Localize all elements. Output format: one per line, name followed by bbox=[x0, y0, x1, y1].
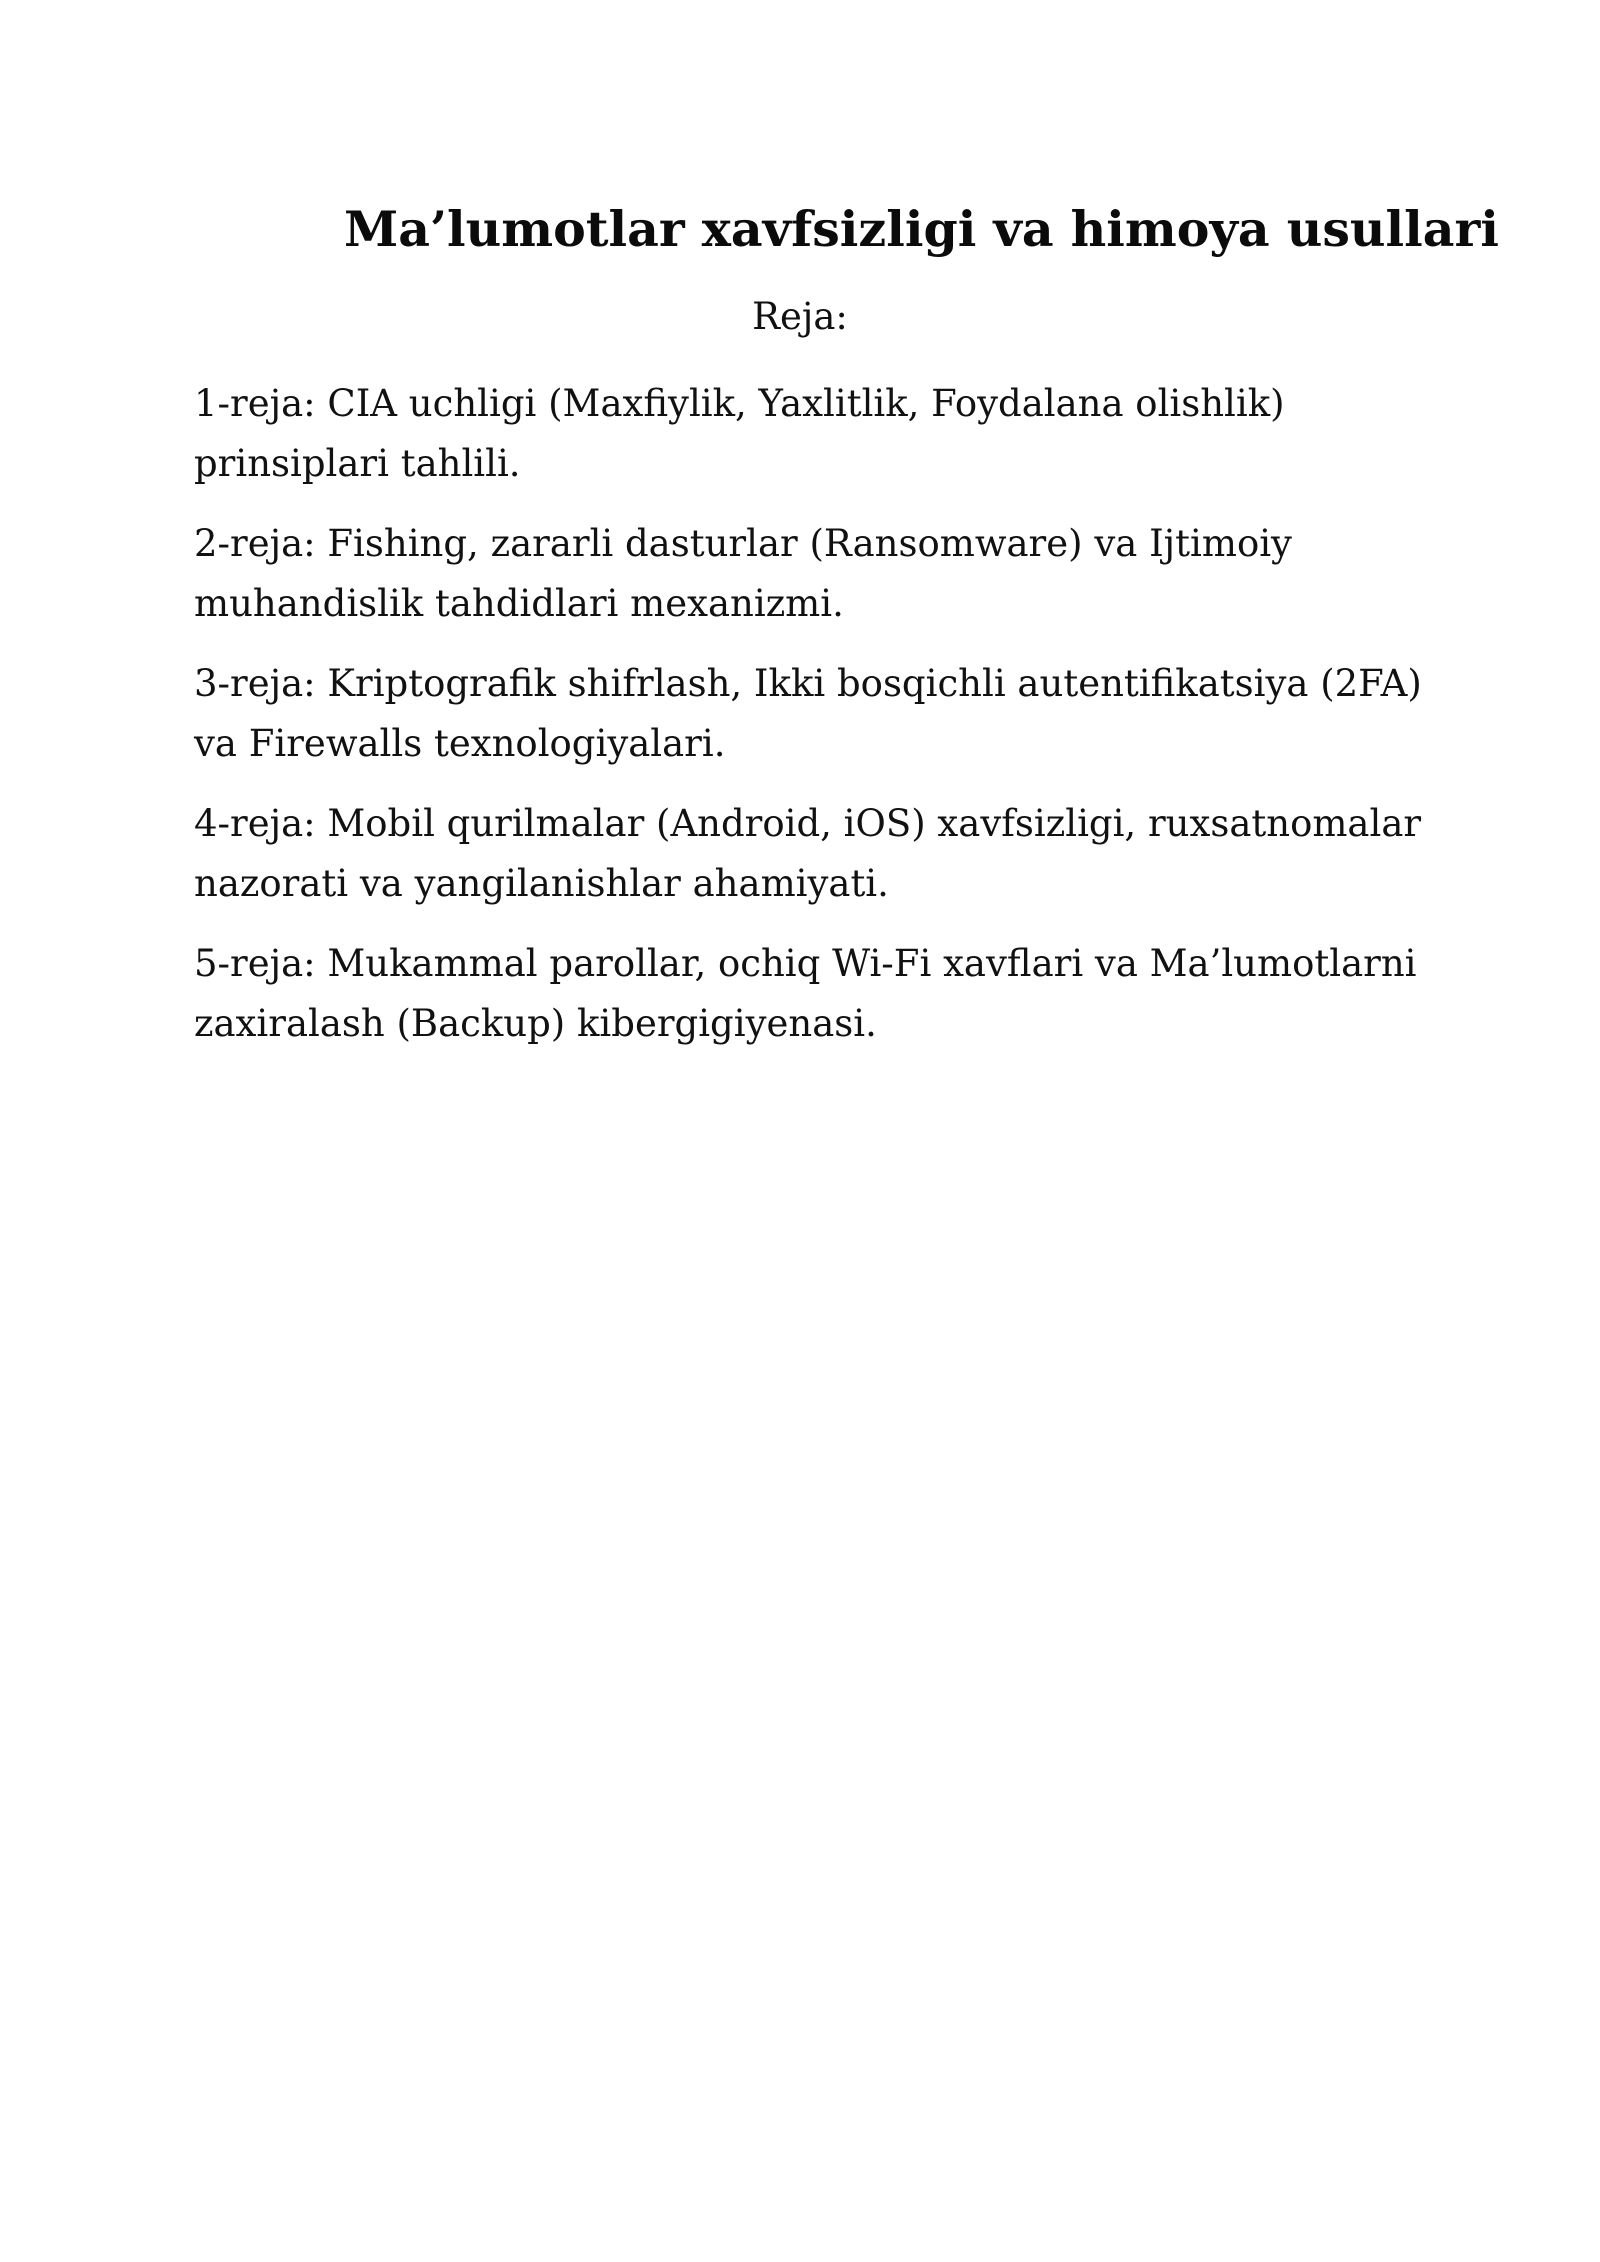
plan-item-1-line-1: 1-reja: CIA uchligi (Maxfiylik, Yaxlitlik, Foydalana olishlik) bbox=[194, 382, 1285, 425]
plan-item-5-line-1: 5-reja: Mukammal parollar, ochiq Wi-Fi xavflari va Ma’lumotlarni bbox=[194, 942, 1417, 985]
plan-item-1 bbox=[194, 374, 1414, 494]
plan-item-4 bbox=[194, 794, 1422, 914]
plan-heading: Reja: bbox=[752, 295, 848, 338]
plan-item-3 bbox=[194, 654, 1422, 774]
plan-item-3-line-2: va Firewalls texnologiyalari. bbox=[194, 722, 726, 765]
plan-item-4-line-2: nazorati va yangilanishlar ahamiyati. bbox=[194, 862, 889, 905]
plan-item-2 bbox=[194, 514, 1414, 634]
plan-item-5-line-2: zaxiralash (Backup) kibergigiyenasi. bbox=[194, 1002, 877, 1045]
plan-list bbox=[194, 374, 1422, 1074]
plan-item-5 bbox=[194, 934, 1417, 1054]
plan-item-3-line-1: 3-reja: Kriptografik shifrlash, Ikki bosqichli autentifikatsiya (2FA) bbox=[194, 662, 1422, 705]
plan-item-4-line-1: 4-reja: Mobil qurilmalar (Android, iOS) xavfsizligi, ruxsatnomalar bbox=[194, 802, 1422, 845]
plan-item-2-line-2: muhandislik tahdidlari mexanizmi. bbox=[194, 582, 844, 625]
plan-item-1-line-2: prinsiplari tahlili. bbox=[194, 442, 521, 485]
document-title: Ma’lumotlar xavfsizligi va himoya usullari bbox=[344, 200, 1499, 258]
plan-item-2-line-1: 2-reja: Fishing, zararli dasturlar (Ransomware) va Ijtimoiy bbox=[194, 522, 1292, 565]
